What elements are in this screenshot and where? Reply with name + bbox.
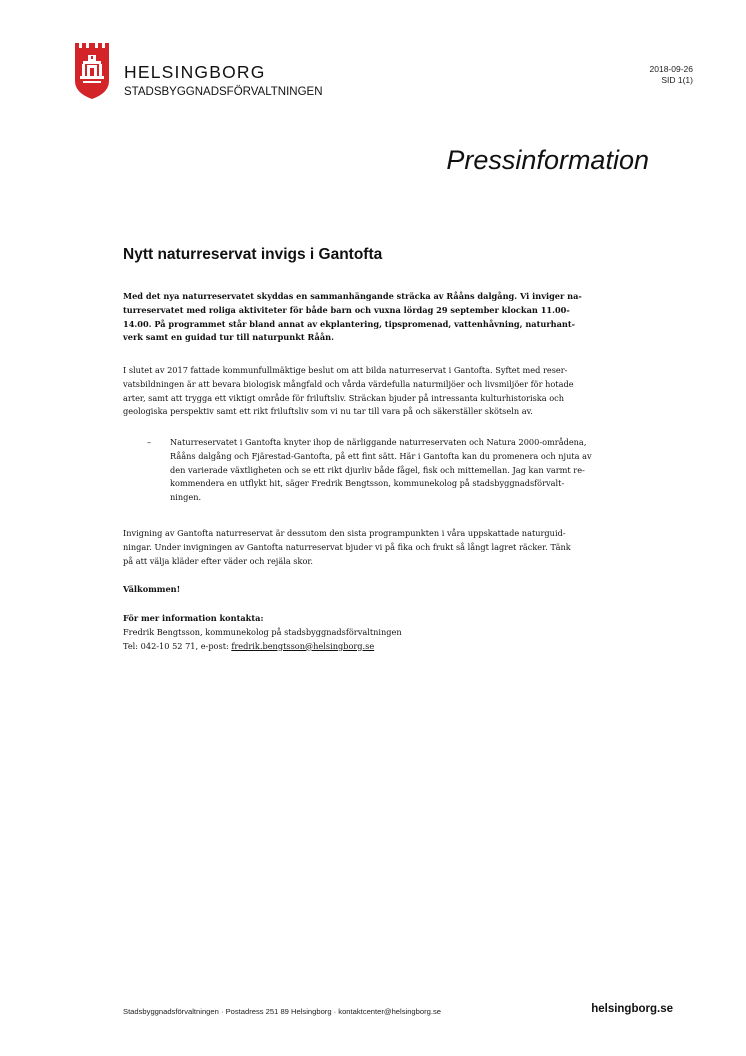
document-type-title: Pressinformation bbox=[446, 145, 649, 175]
paragraph-line: vatsbildningen är att bevara biologisk mångfald och vårda värdefulla naturmiljöer och livsmiljöer för hotade bbox=[123, 378, 574, 389]
paragraph-line: arter, samt att trygga ett viktigt område för friluftsliv. Sträckan bjuder på intressanta kulturhistoriska och bbox=[123, 392, 565, 403]
contact-tel-line bbox=[123, 640, 651, 654]
paragraph-line: I slutet av 2017 fattade kommunfullmäktige beslut om att bilda naturreservat i Gantofta. Syftet med reser- bbox=[123, 365, 568, 375]
organization-department: STADSBYGGNADSFÖRVALTNINGEN bbox=[124, 86, 323, 98]
footer-address: Stadsbyggnadsförvaltningen · Postadress 251 89 Helsingborg · kontaktcenter@helsingborg.se bbox=[123, 1007, 441, 1016]
lead-paragraph bbox=[123, 290, 651, 345]
press-release-headline: Nytt naturreservat invigs i Gantofta bbox=[123, 246, 383, 263]
welcome-text bbox=[123, 583, 651, 597]
lead-line: verk samt en guidad tur till naturpunkt Råån. bbox=[123, 332, 334, 343]
contact-tel: Tel: 042-10 52 71, e-post: bbox=[123, 640, 232, 651]
document-meta bbox=[650, 64, 693, 85]
quote-text bbox=[170, 436, 592, 505]
paragraph-line: på att välja kläder efter väder och rejäla skor. bbox=[123, 555, 314, 566]
paragraph-line: ningar. Under invigningen av Gantofta naturreservat bjuder vi på fika och frukt så långt lagret räcker. Tänk bbox=[123, 541, 571, 552]
contact-email-link[interactable]: fredrik.bengtsson@helsingborg.se bbox=[231, 640, 375, 651]
organization-name: HELSINGBORG bbox=[124, 62, 266, 82]
lead-line: Med det nya naturreservatet skyddas en sammanhängande sträcka av Rååns dalgång. Vi inviger na- bbox=[123, 291, 582, 301]
document-date: 2018-09-26 bbox=[649, 64, 693, 74]
lead-line: 14.00. På programmet står bland annat av ekplantering, tipspromenad, vattenhåvning, naturhant- bbox=[123, 318, 576, 329]
paragraph-line: geologiska perspektiv samt ett rikt friluftsliv som vi nu tar till vara på och säkerställer skötseln av. bbox=[123, 406, 533, 417]
footer-website: helsingborg.se bbox=[591, 1003, 673, 1015]
contact-block bbox=[123, 612, 651, 653]
contact-name: Fredrik Bengtsson, kommunekolog på stadsbyggnadsförvaltningen bbox=[123, 626, 402, 637]
page-number: SID 1(1) bbox=[661, 74, 693, 85]
quote-line: Rååns dalgång och Fjärestad-Gantofta, på ett fint sätt. Här i Gantofta kan du promenera och njuta av bbox=[170, 450, 592, 461]
welcome-line: Välkommen! bbox=[123, 584, 181, 594]
contact-heading: För mer information kontakta: bbox=[123, 613, 264, 623]
quote-line: ningen. bbox=[170, 492, 202, 503]
list-dash: – bbox=[147, 437, 152, 447]
body-paragraph-1 bbox=[123, 364, 651, 419]
quote-line: kommendera en utflykt hit, säger Fredrik Bengtsson, kommunekolog på stadsbyggnadsförvalt- bbox=[170, 478, 565, 489]
quote-line: den varierade växtligheten och se ett rikt djurliv både fågel, fisk och mittemellan. Jag kan varmt re- bbox=[170, 464, 585, 475]
lead-line: turreservatet med roliga aktiviteter för både barn och vuxna lördag 29 september klockan 11.00- bbox=[123, 304, 570, 315]
quote-line: Naturreservatet i Gantofta knyter ihop de närliggande naturreservaten och Natura 2000-områdena, bbox=[170, 437, 587, 447]
paragraph-line: Invigning av Gantofta naturreservat är dessutom den sista programpunkten i våra uppskattade naturguid- bbox=[123, 528, 566, 538]
body-paragraph-3 bbox=[123, 527, 651, 568]
helsingborg-coat-of-arms-icon bbox=[74, 43, 110, 99]
